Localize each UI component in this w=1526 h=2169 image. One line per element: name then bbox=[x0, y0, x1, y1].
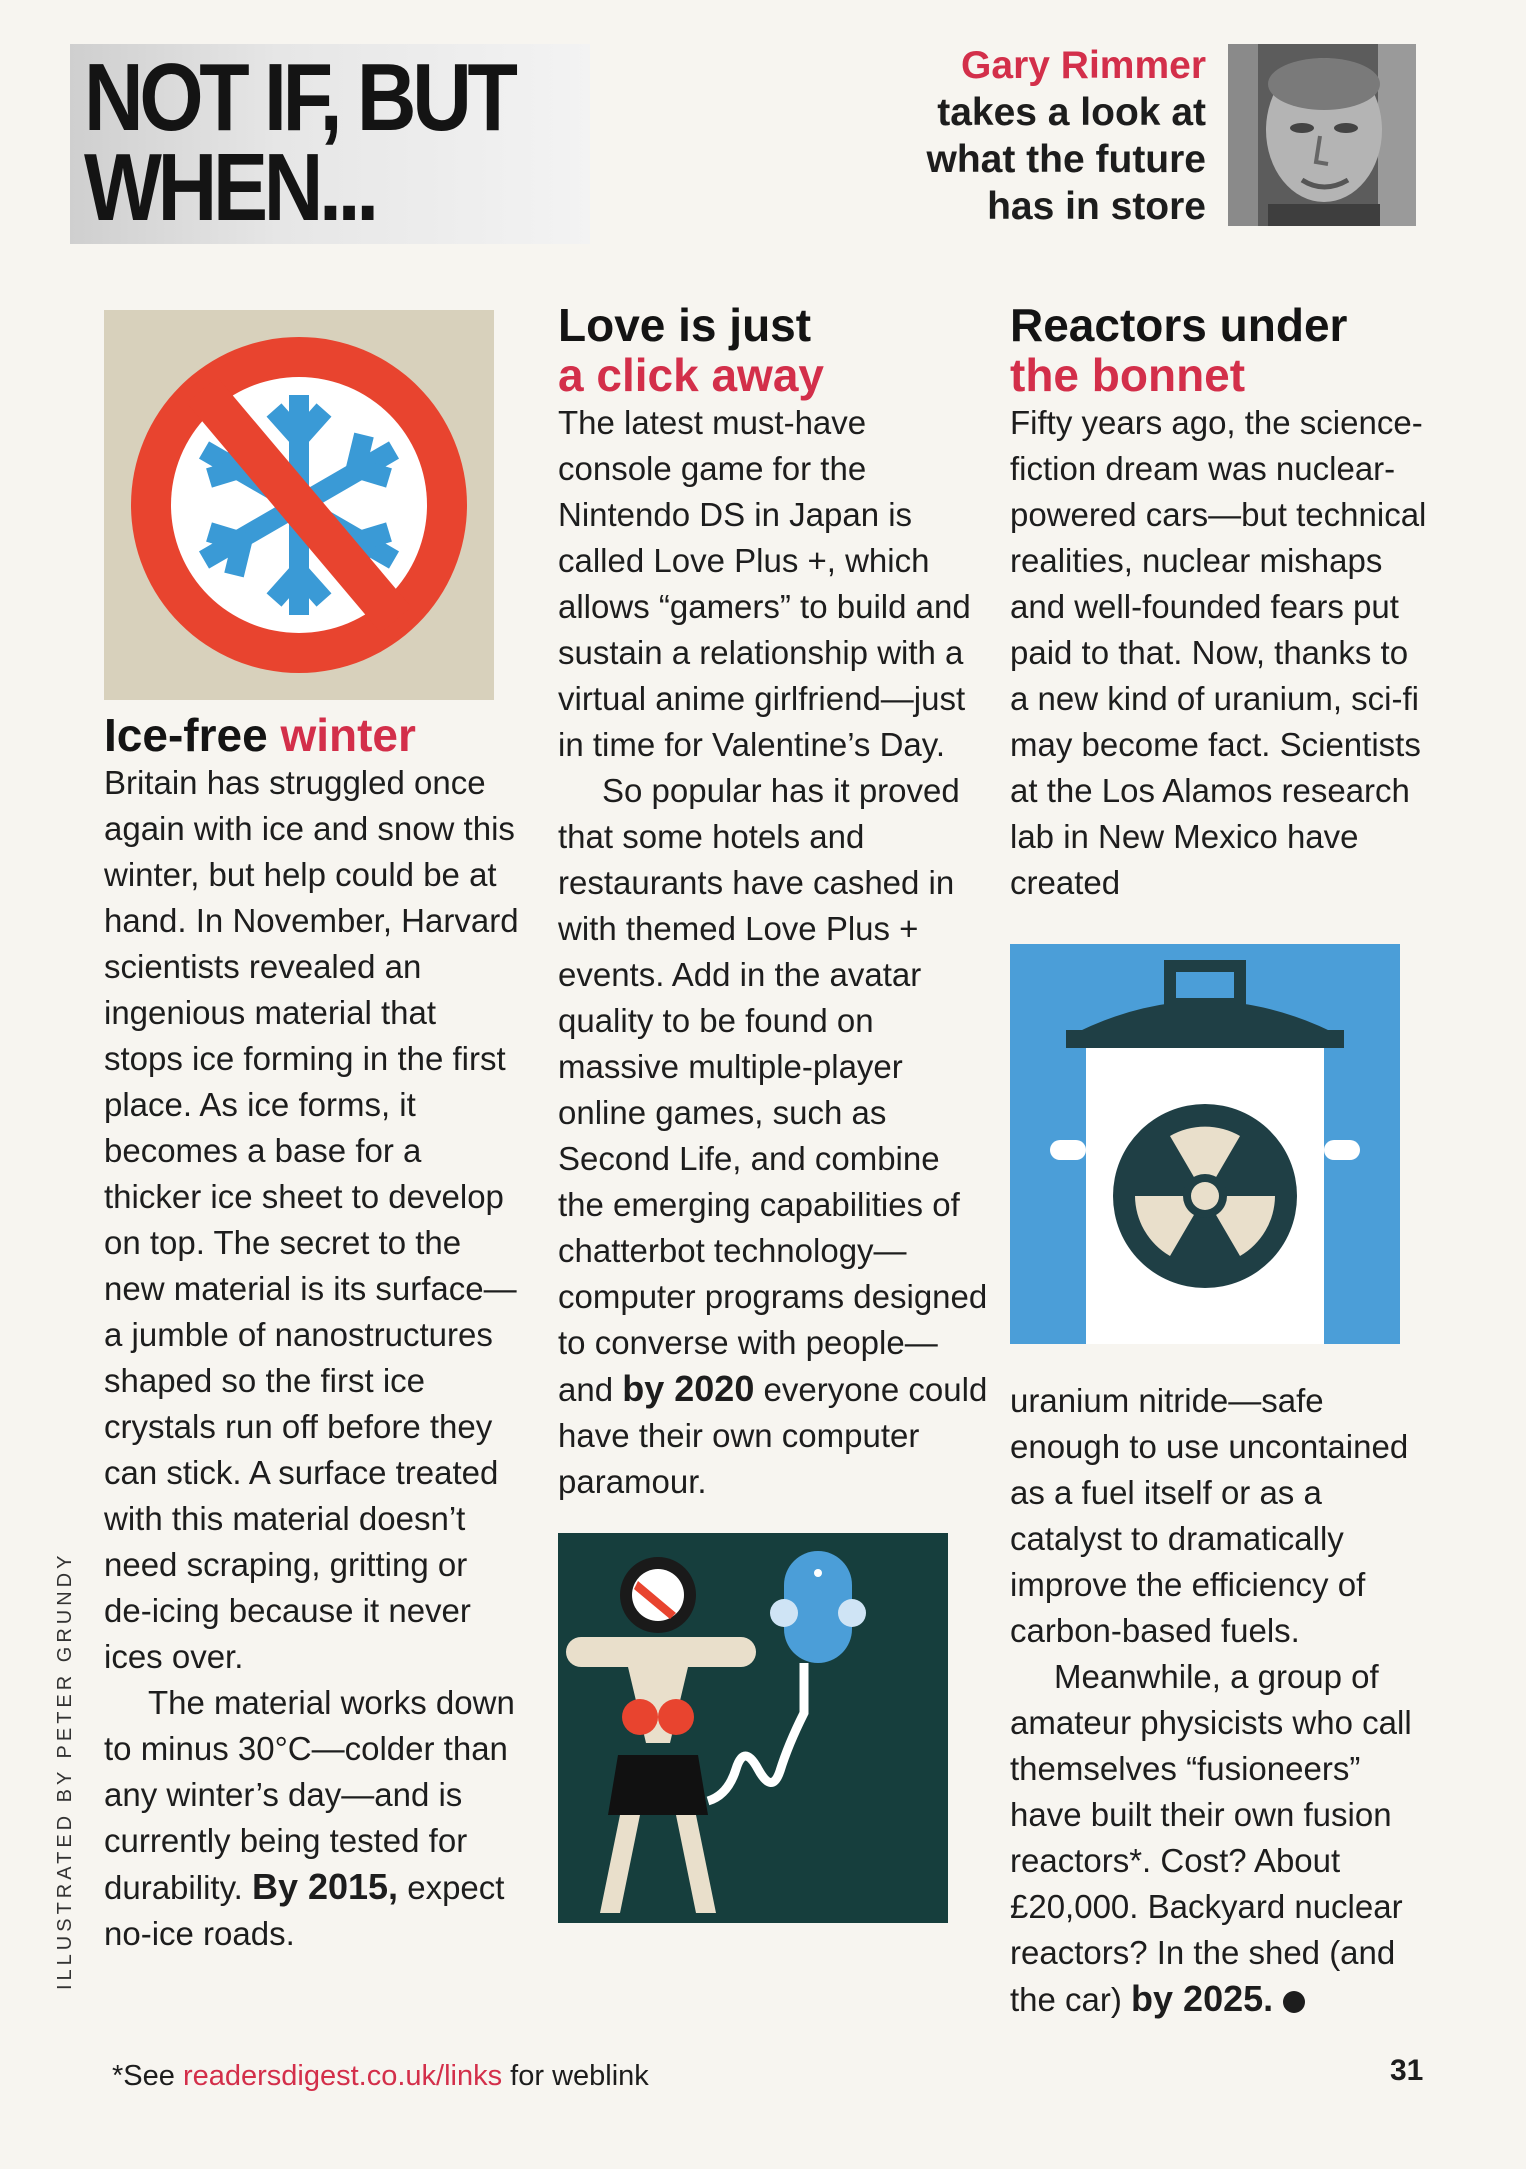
reactor-paragraph-2: uranium nitride—safe enough to use uncontained as a fuel itself or as a catalyst to dramatically improve the efficiency of carbon-based fuels. bbox=[1010, 1382, 1409, 1649]
heading-love bbox=[558, 300, 988, 400]
love-paragraph-1: The latest must-have console game for the Nintendo DS in Japan is called Love Plus +, which allows “gamers” to build and sustain a relationship with a virtual anime girlfriend—just in time for Valentine’s Day. bbox=[558, 404, 971, 763]
anime-girl-illustration bbox=[558, 1533, 948, 1923]
portrait-image bbox=[1228, 44, 1416, 226]
footnote-link[interactable]: readersdigest.co.uk/links bbox=[182, 2060, 503, 2092]
heading-ice-free-winter bbox=[104, 710, 524, 760]
illustration-credit: ILLUSTRATED BY PETER GRUNDY bbox=[54, 1551, 76, 1990]
footnote-suffix: for weblink bbox=[502, 2060, 649, 2092]
bullet-dot-icon bbox=[1283, 1991, 1305, 2013]
title-line-2: WHEN... bbox=[84, 134, 375, 241]
author-portrait bbox=[1228, 44, 1416, 226]
love-paragraph-2 bbox=[558, 768, 988, 1505]
virtual-girlfriend-illustration bbox=[558, 1533, 948, 1923]
page-title bbox=[70, 44, 590, 244]
love-para2-text: So popular has it proved that some hotels and restaurants have cashed in with themed Love Plus + events. Add in the avatar quality to be found on massive multiple-player online games, such as Second Life, and combine the emerging capabilities of chatterbot technology—computer programs designed to converse with people—and bbox=[558, 772, 988, 1408]
page-number: 31 bbox=[1390, 2054, 1424, 2087]
heading-dark: Love is just bbox=[558, 299, 812, 351]
heading-reactors bbox=[1010, 300, 1430, 400]
footnote bbox=[112, 2060, 649, 2093]
love-para2-bold: by 2020 bbox=[622, 1368, 755, 1409]
heading-dark: Ice-free bbox=[104, 709, 281, 761]
tagline-line-2: what the future bbox=[926, 138, 1206, 181]
love-para2-end: everyone could have their own computer paramour. bbox=[558, 1371, 988, 1500]
footnote-prefix: *See bbox=[112, 2060, 183, 2092]
ice-paragraph-1: Britain has struggled once again with ice and snow this winter, but help could be at hand. In November, Harvard scientists revealed an ingenious material that stops ice forming in the first place. As ice forms, it becomes a base for a thicker ice sheet to develop on top. The secret to the new material is its surface—a jumble of nanostructures shaped so the first ice crystals run off before they can stick. A surface treated with this material doesn’t need scraping, gritting or de-icing because it never ices over. bbox=[104, 764, 519, 1675]
byline bbox=[786, 42, 1206, 230]
reactor-para3-text: Meanwhile, a group of amateur physicists who call themselves “fusioneers” have built their own fusion reactors*. Cost? About £20,000. Backyard nuclear reactors? In the shed (and the car) bbox=[1010, 1658, 1412, 2018]
reactor-para3-bold: by 2025. bbox=[1131, 1978, 1274, 2019]
article-love-click-away bbox=[558, 300, 988, 1923]
ice-paragraph-2 bbox=[104, 1680, 524, 1957]
nuclear-bin-illustration-box bbox=[1010, 944, 1400, 1344]
ice-para2-bold: By 2015, bbox=[251, 1866, 399, 1907]
no-snow-illustration bbox=[104, 310, 494, 700]
heading-red: winter bbox=[280, 709, 416, 761]
article-reactors-bonnet bbox=[1010, 300, 1430, 2023]
heading-red: the bonnet bbox=[1010, 349, 1246, 401]
ice-para2-end: expect no-ice roads. bbox=[104, 1869, 505, 1952]
tagline-line-1: takes a look at bbox=[937, 91, 1206, 134]
ice-para2-text: The material works down to minus 30°C—colder than any winter’s day—and is currently being tested for durability. bbox=[104, 1684, 515, 1906]
no-snow-icon bbox=[104, 310, 494, 700]
title-line-1: NOT IF, BUT bbox=[84, 44, 514, 151]
heading-dark: Reactors under bbox=[1010, 299, 1348, 351]
heading-red: a click away bbox=[558, 349, 824, 401]
reactor-paragraph-1: Fifty years ago, the science-fiction dream was nuclear-powered cars—but technical realities, nuclear mishaps and well-founded fears put paid to that. Now, thanks to a new kind of uranium, sci-fi may become fact. Scientists at the Los Alamos research lab in New Mexico have created bbox=[1010, 404, 1427, 901]
article-ice-free-winter bbox=[104, 310, 524, 1957]
reactor-paragraph-3 bbox=[1010, 1654, 1430, 2023]
nuclear-bin-illustration bbox=[1010, 944, 1400, 1344]
tagline-line-3: has in store bbox=[987, 185, 1206, 228]
author-name: Gary Rimmer bbox=[961, 44, 1206, 87]
